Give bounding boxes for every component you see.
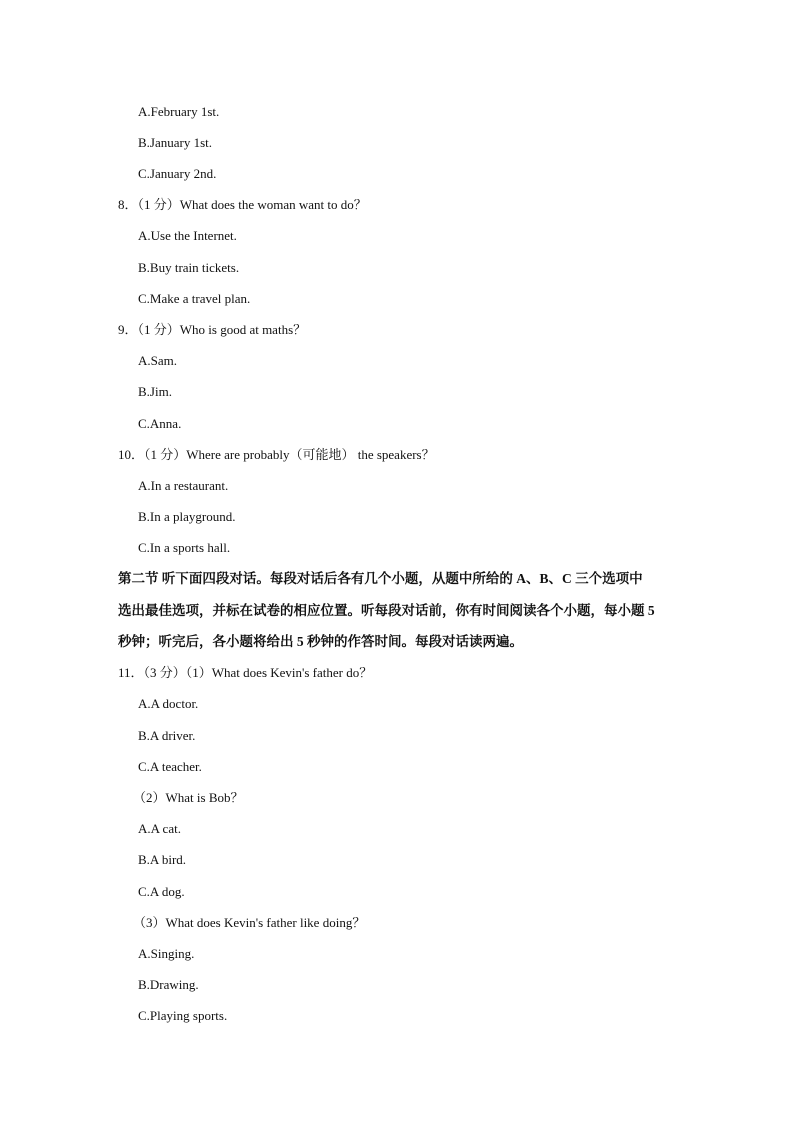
section2-instructions-line3: 秒钟；听完后，各小题将给出 5 秒钟的作答时间。每段对话读两遍。 [118, 634, 523, 649]
q11-1-option-a: A.A doctor. [138, 696, 199, 711]
q11-stem: 11．（3 分）（1）What does Kevin's father do？ [118, 665, 373, 680]
q9-option-b: B.Jim. [138, 384, 172, 399]
q7-option-c: C.January 2nd. [138, 166, 217, 181]
q8-option-b: B.Buy train tickets. [138, 260, 240, 275]
q9-stem: 9．（1 分）Who is good at maths？ [118, 322, 307, 337]
section2-instructions-line1: 第二节 听下面四段对话。每段对话后各有几个小题，从题中所给的 A、B、C 三个选项中 [118, 571, 643, 586]
q11-3-option-c: C.Playing sports. [138, 1008, 228, 1023]
q11-3-option-b: B.Drawing. [138, 977, 199, 992]
q11-2-stem: （2）What is Bob？ [133, 790, 244, 805]
q11-3-option-a: A.Singing. [138, 946, 195, 961]
q8-option-a: A.Use the Internet. [138, 228, 237, 243]
q9-option-a: A.Sam. [138, 353, 177, 368]
q11-2-option-c: C.A dog. [138, 884, 185, 899]
q11-3-stem: （3）What does Kevin's father like doing？ [133, 915, 366, 930]
q11-1-option-c: C.A teacher. [138, 759, 202, 774]
q11-1-option-b: B.A driver. [138, 728, 196, 743]
q7-option-b: B.January 1st. [138, 135, 213, 150]
q8-stem: 8．（1 分）What does the woman want to do？ [118, 197, 367, 212]
q8-option-c: C.Make a travel plan. [138, 291, 251, 306]
section2-instructions-line2: 选出最佳选项，并标在试卷的相应位置。听每段对话前，你有时间阅读各个小题，每小题 5 [118, 603, 655, 618]
q11-2-option-a: A.A cat. [138, 821, 181, 836]
q10-stem: 10．（1 分）Where are probably（可能地） the speakers？ [118, 447, 435, 462]
q9-option-c: C.Anna. [138, 416, 182, 431]
q11-2-option-b: B.A bird. [138, 852, 187, 867]
q7-option-a: A.February 1st. [138, 104, 220, 119]
q10-option-a: A.In a restaurant. [138, 478, 229, 493]
q10-option-c: C.In a sports hall. [138, 540, 231, 555]
q10-option-b: B.In a playground. [138, 509, 236, 524]
